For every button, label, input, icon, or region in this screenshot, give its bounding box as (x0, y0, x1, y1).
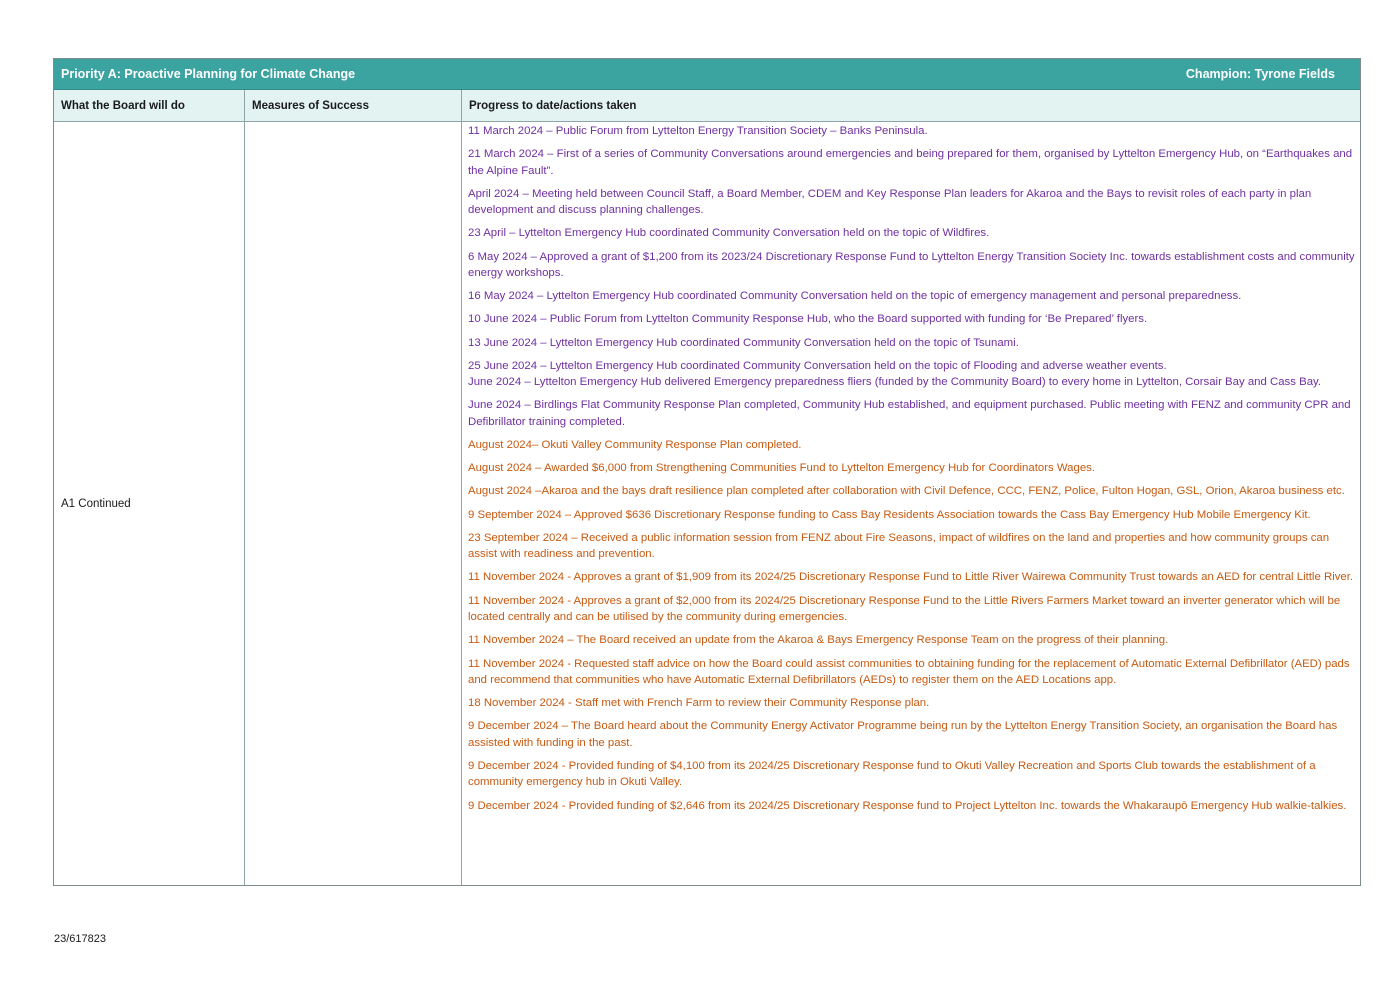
progress-entry: 11 March 2024 – Public Forum from Lyttelton Energy Transition Society – Banks Peninsula. (468, 125, 928, 137)
progress-entry: 10 June 2024 – Public Forum from Lyttelton Community Response Hub, who the Board supported with funding for ‘Be Prepared’ flyers. (468, 313, 1148, 326)
progress-entry: August 2024– Okuti Valley Community Response Plan completed. (468, 439, 802, 452)
progress-entry: 18 November 2024 - Staff met with French Farm to review their Community Response plan. (468, 697, 930, 710)
priority-title: Priority A: Proactive Planning for Climate Change (61, 67, 356, 81)
column-header-row (54, 90, 1360, 122)
progress-entry: 11 November 2024 - Requested staff advice on how the Board could assist communities to obtaining funding for the replacement of Automatic External Defibrillator (AED) pads and recommend that communities who have Automatic External Defibrillators (AEDs) to register them on the AED Locations app. (468, 657, 1350, 686)
document-reference: 23/617823 (54, 933, 106, 945)
progress-entry: August 2024 – Awarded $6,000 from Strengthening Communities Fund to Lyttelton Emergency Hub for Coordinators Wages. (468, 462, 1096, 475)
priority-table (53, 58, 1361, 886)
progress-entry: 23 April – Lyttelton Emergency Hub coordinated Community Conversation held on the topic of Wildfires. (468, 227, 990, 240)
what-cell: A1 Continued (54, 122, 245, 885)
progress-entry: 25 June 2024 – Lyttelton Emergency Hub coordinated Community Conversation held on the topic of Flooding and adverse weather events. (468, 359, 1167, 372)
progress-entry: 9 December 2024 - Provided funding of $4,100 from its 2024/25 Discretionary Response fund to Okuti Valley Recreation and Sports Club towards the establishment of a community emergency hub in Okuti Valley. (468, 759, 1316, 789)
champion-label: Champion: Tyrone Fields (1185, 67, 1335, 81)
progress-entry: 13 June 2024 – Lyttelton Emergency Hub coordinated Community Conversation held on the topic of Tsunami. (468, 336, 1019, 349)
progress-entry: 21 March 2024 – First of a series of Community Conversations around emergencies and being prepared for them, organised by Lyttelton Emergency Hub, on “Earthquakes and the Alpine Fault”. (468, 148, 1353, 177)
progress-entry: August 2024 –Akaroa and the bays draft resilience plan completed after collaboration with Civil Defence, CCC, FENZ, Police, Fulton Hogan, GSL, Orion, Akaroa business etc. (468, 485, 1345, 498)
progress-entry: 9 December 2024 - Provided funding of $2,646 from its 2024/25 Discretionary Response fund to Project Lyttelton Inc. towards the Whakaraupō Emergency Hub walkie-talkies. (468, 799, 1347, 812)
column-header-progress: Progress to date/actions taken (469, 99, 637, 112)
progress-entry: 23 September 2024 – Received a public information session from FENZ about Fire Seasons, impact of wildfires on the land and properties and how community groups can assist with readiness and prevention. (468, 531, 1330, 561)
progress-entry: 6 May 2024 – Approved a grant of $1,200 from its 2023/24 Discretionary Response Fund to Lyttelton Energy Transition Society Inc. towards establishment costs and community energy workshops. (468, 250, 1355, 280)
progress-entry: June 2024 – Birdlings Flat Community Response Plan completed, Community Hub established, and equipment purchased. Public meeting with FENZ and community CPR and Defibrillator training completed. (468, 399, 1351, 428)
progress-entry: April 2024 – Meeting held between Council Staff, a Board Member, CDEM and Key Response Plan leaders for Akaroa and the Bays to revisit roles of each party in plan development and discuss planning challenges. (468, 187, 1312, 217)
priority-header (54, 59, 1360, 90)
progress-entry: 9 December 2024 – The Board heard about the Community Energy Activator Programme being run by the Lyttelton Energy Transition Society, an organisation the Board has assisted with funding in the past. (468, 720, 1338, 749)
progress-entry: 9 September 2024 – Approved $636 Discretionary Response funding to Cass Bay Residents Association towards the Cass Bay Emergency Hub Mobile Emergency Kit. (468, 508, 1311, 521)
progress-entry: June 2024 – Lyttelton Emergency Hub delivered Emergency preparedness fliers (funded by the Community Board) to every home in Lyttelton, Corsair Bay and Cass Bay. (468, 376, 1322, 389)
measures-cell (245, 122, 462, 885)
progress-cell (462, 122, 1360, 885)
progress-entry: 11 November 2024 – The Board received an update from the Akaroa & Bays Emergency Response Team on the progress of their planning. (468, 634, 1169, 647)
progress-entry: 11 November 2024 - Approves a grant of $1,909 from its 2024/25 Discretionary Response Fund to Little River Wairewa Community Trust towards an AED for central Little River. (468, 571, 1354, 584)
progress-entry: 11 November 2024 - Approves a grant of $2,000 from its 2024/25 Discretionary Response Fund to the Little Rivers Farmers Market toward an inverter generator which will be located centrally and can be utilised by the community during emergencies. (468, 594, 1341, 624)
column-header-what: What the Board will do (54, 90, 245, 121)
table-row (54, 122, 1360, 885)
progress-entry: 16 May 2024 – Lyttelton Emergency Hub coordinated Community Conversation held on the topic of emergency management and personal preparedness. (468, 290, 1242, 303)
column-header-measures: Measures of Success (245, 90, 462, 121)
